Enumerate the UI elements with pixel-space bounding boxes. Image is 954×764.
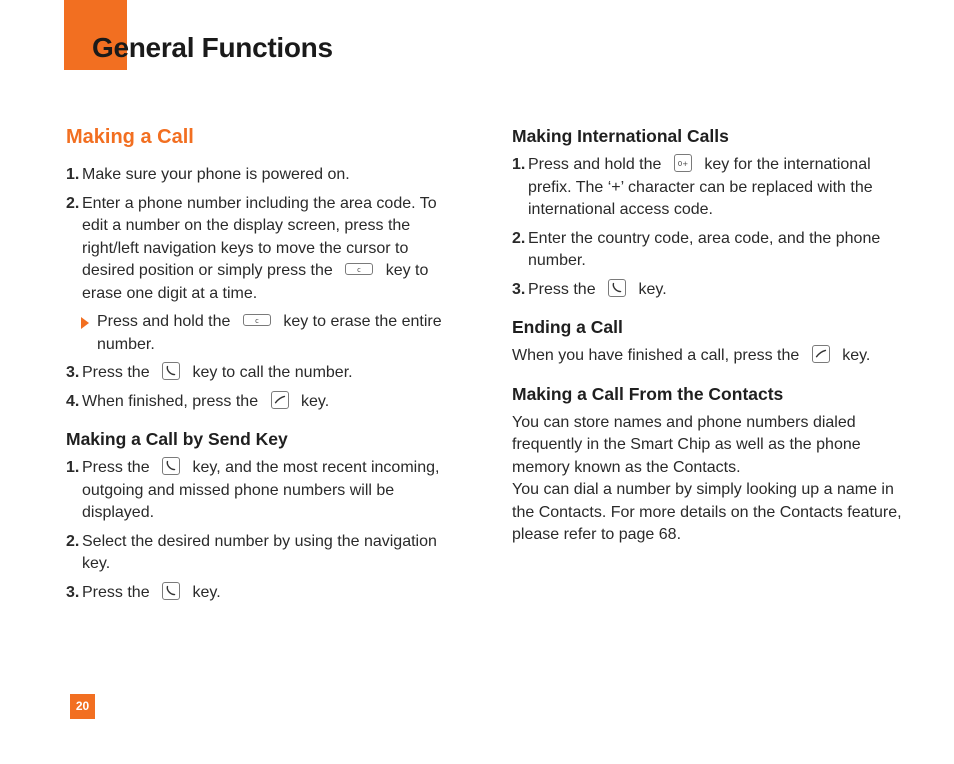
intl-step-1 bbox=[512, 154, 907, 222]
section-heading-contacts: Making a Call From the Contacts bbox=[512, 383, 784, 404]
section-heading-making-a-call: Making a Call bbox=[66, 126, 194, 148]
step-text: Press the bbox=[528, 280, 596, 298]
step-number: 2. bbox=[512, 229, 526, 247]
step-number: 3. bbox=[512, 280, 526, 298]
step-2 bbox=[66, 193, 446, 306]
left-column bbox=[66, 124, 446, 610]
sub-step-text: key to erase the entire number. bbox=[97, 313, 442, 353]
step-text: key. bbox=[192, 583, 221, 601]
step-3 bbox=[66, 362, 446, 385]
step-number: 3. bbox=[66, 364, 80, 381]
ending-call-text bbox=[512, 345, 907, 368]
step-number: 2. bbox=[66, 532, 80, 550]
step-text: Press and hold the bbox=[528, 156, 662, 173]
end-key-icon bbox=[271, 391, 289, 409]
step-number: 1. bbox=[66, 459, 80, 476]
clear-key-icon bbox=[243, 314, 271, 326]
step-text: Press the bbox=[82, 459, 150, 476]
step-text: key for the international prefix. The ‘+’ character can be replaced with the international access code. bbox=[528, 156, 873, 218]
send-key-icon bbox=[162, 457, 180, 475]
step-text: key. bbox=[301, 392, 330, 410]
end-key-icon bbox=[812, 345, 830, 363]
sub-step bbox=[66, 311, 446, 356]
step-text: Select the desired number by using the navigation key. bbox=[82, 532, 437, 572]
svg-text:c: c bbox=[357, 266, 362, 275]
send-step-3 bbox=[66, 582, 446, 605]
page-number: 20 bbox=[70, 694, 95, 719]
step-number: 1. bbox=[66, 166, 80, 183]
step-text: When finished, press the bbox=[82, 392, 259, 410]
bullet-arrow-icon bbox=[81, 317, 89, 329]
step-text: Press the bbox=[82, 364, 150, 381]
step-1 bbox=[66, 164, 446, 187]
step-text: Press the bbox=[82, 583, 150, 601]
step-number: 4. bbox=[66, 392, 80, 410]
step-number: 1. bbox=[512, 156, 526, 173]
step-text: key. bbox=[638, 280, 667, 298]
paragraph-text: When you have finished a call, press the bbox=[512, 347, 800, 364]
zero-key-icon bbox=[674, 154, 692, 172]
send-key-icon bbox=[162, 582, 180, 600]
section-heading-send-key: Making a Call by Send Key bbox=[66, 429, 288, 449]
paragraph-text: key. bbox=[842, 347, 871, 364]
contacts-paragraph-1: You can store names and phone numbers dialed frequently in the Smart Chip as well as the phone memory known as the Contacts. bbox=[512, 413, 861, 476]
send-key-icon bbox=[162, 362, 180, 380]
step-text: key to erase one digit at a time. bbox=[82, 262, 429, 302]
svg-text:0+: 0+ bbox=[677, 159, 689, 169]
step-4 bbox=[66, 391, 446, 414]
right-column bbox=[512, 124, 907, 547]
page-title: General Functions bbox=[92, 32, 333, 63]
step-text: key, and the most recent incoming, outgoing and missed phone numbers will be displayed. bbox=[82, 459, 440, 521]
section-heading-ending-call: Ending a Call bbox=[512, 317, 623, 337]
step-text: Enter the country code, area code, and the phone number. bbox=[528, 229, 881, 269]
step-number: 3. bbox=[66, 583, 80, 601]
step-number: 2. bbox=[66, 194, 80, 212]
send-step-1 bbox=[66, 457, 446, 525]
step-text: Make sure your phone is powered on. bbox=[82, 166, 350, 183]
contacts-paragraph-2: You can dial a number by simply looking up a name in the Contacts. For more details on the Contacts feature, please refer to page 68. bbox=[512, 481, 902, 543]
svg-text:c: c bbox=[255, 317, 259, 326]
clear-key-icon bbox=[345, 263, 373, 275]
step-text: key to call the number. bbox=[192, 364, 353, 381]
sub-step-text: Press and hold the bbox=[97, 313, 231, 330]
send-key-icon bbox=[608, 279, 626, 297]
section-heading-international: Making International Calls bbox=[512, 126, 729, 146]
intl-step-2 bbox=[512, 228, 907, 273]
intl-step-3 bbox=[512, 279, 907, 302]
step-text: Enter a phone number including the area code. To edit a number on the display screen, press the right/left navigation keys to move the cursor to desired position or simply press the bbox=[82, 194, 437, 279]
send-step-2 bbox=[66, 531, 446, 576]
